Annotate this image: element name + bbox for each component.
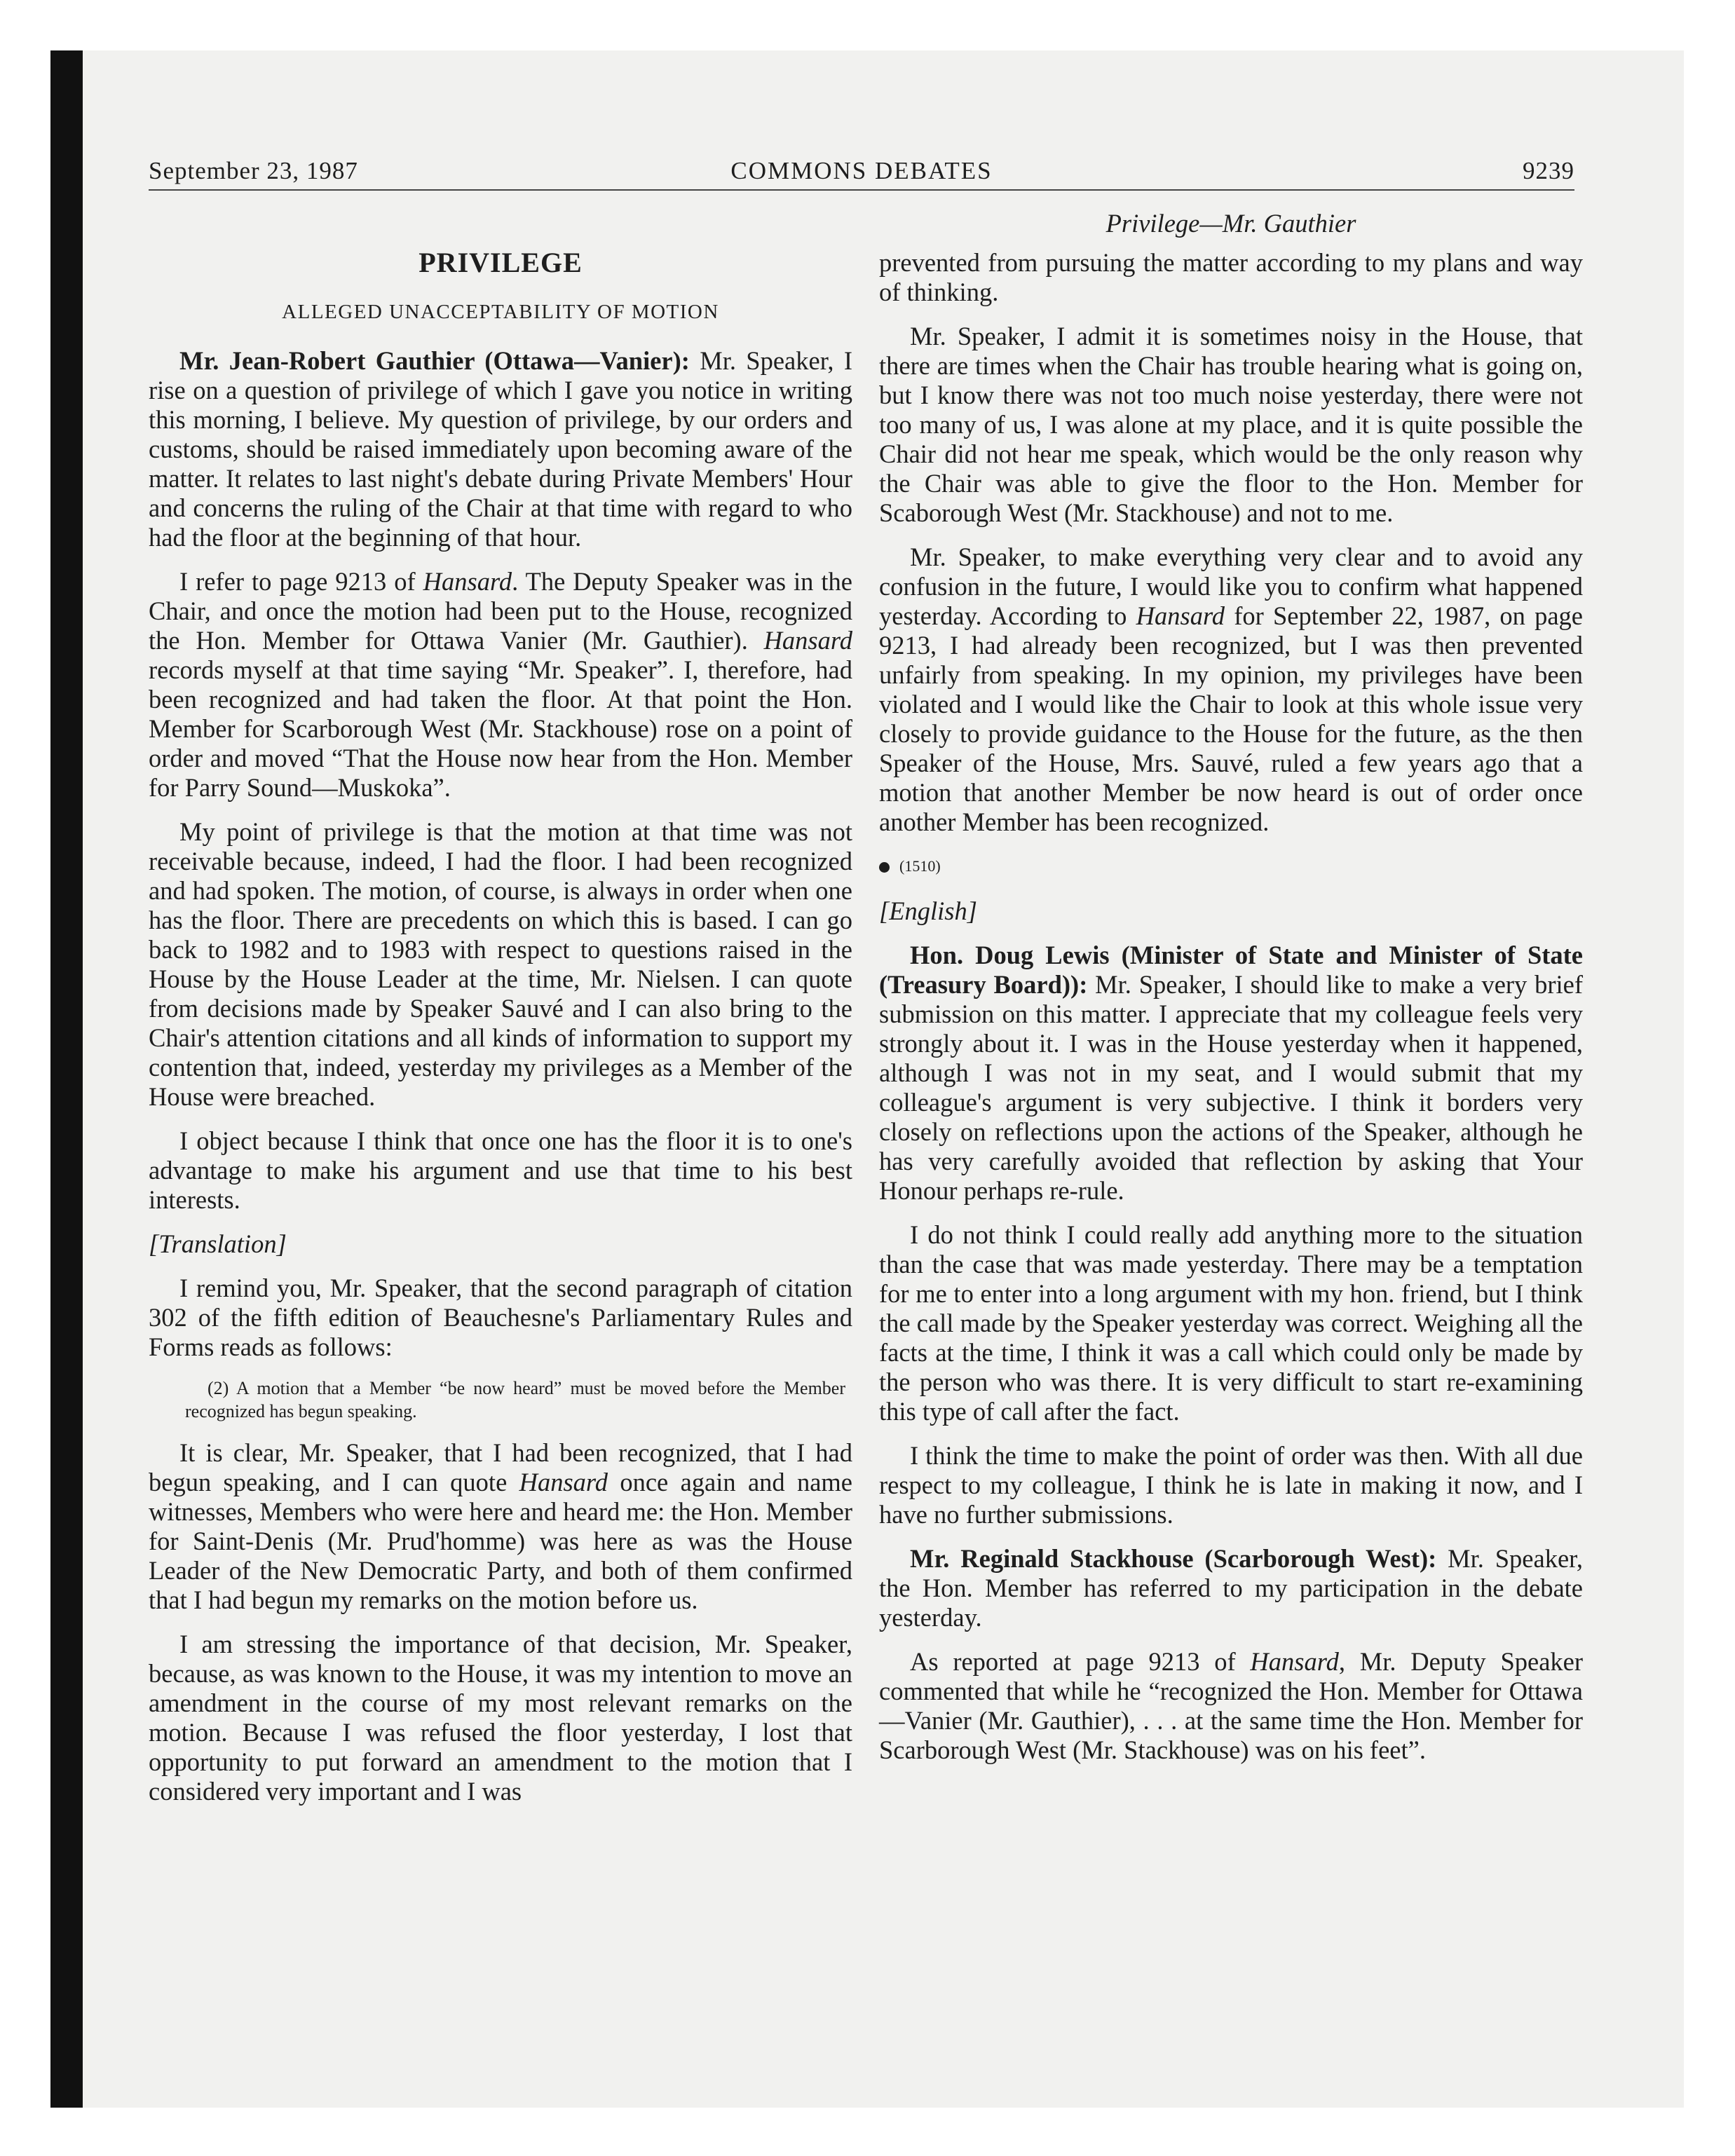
- paragraph: Mr. Speaker, I admit it is sometimes noisy in the House, that there are times when the Chair has trouble hearing what is going on, but I know there was not too much noise yesterday, there were not too many of us, I was alone at my place, and it is quite possible the Chair did not hear me speak, which would be the only reason why the Chair was able to give the floor to the Hon. Member for Scaborough West (Mr. Stackhouse) and not to me.: [879, 322, 1583, 527]
- paragraph: I remind you, Mr. Speaker, that the second paragraph of citation 302 of the fifth edition of Beauchesne's Parliamentary Rules and Forms reads as follows:: [149, 1274, 852, 1361]
- right-column: [879, 209, 1583, 1780]
- left-column: [149, 209, 852, 1821]
- bullet-icon: [879, 862, 890, 873]
- running-head: Privilege—Mr. Gauthier: [1105, 209, 1356, 238]
- page-header: [149, 157, 1574, 192]
- speaker-name: Mr. Reginald Stackhouse (Scarborough West):: [910, 1544, 1437, 1573]
- section-subtitle: ALLEGED UNACCEPTABILITY OF MOTION: [282, 301, 719, 323]
- paragraph: It is clear, Mr. Speaker, that I had been recognized, that I had begun speaking, and I can quote Hansard once again and name witnesses, Members who were here and heard me: the Hon. Member for Saint-Denis (Mr. Prud'homme) was here as was the House Leader of the New Democratic Party, and both of them confirmed that I had begun my remarks on the motion before us.: [149, 1438, 853, 1614]
- paragraph: I am stressing the importance of that decision, Mr. Speaker, because, as was known to the House, it was my intention to move an amendment in the course of my most relevant remarks on the motion. Because I was refused the floor yesterday, I lost that opportunity to put forward an amendment to the motion that I considered very important and I was: [149, 1630, 852, 1806]
- speaker-name: Hon. Doug Lewis (Minister of State and Minister of State (Treasury Board)):: [879, 941, 1583, 999]
- paragraph: I think the time to make the point of order was then. With all due respect to my colleague, I think he is late in making it now, and I have no further submissions.: [879, 1441, 1583, 1529]
- header-page-number: 9239: [1523, 157, 1574, 184]
- section-title: PRIVILEGE: [419, 247, 583, 278]
- speaker-name: Mr. Jean-Robert Gauthier (Ottawa—Vanier):: [179, 346, 690, 375]
- paragraph: I refer to page 9213 of Hansard. The Deputy Speaker was in the Chair, and once the motion had been put to the House, recognized the Hon. Member for Ottawa Vanier (Mr. Gauthier). Hansard records myself at that time saying “Mr. Speaker”. I, therefore, had been recognized and had taken the floor. At that point the Hon. Member for Scarborough West (Mr. Stackhouse) rose on a point of order and moved “That the House now hear from the Hon. Member for Parry Sound—Muskoka”.: [149, 567, 853, 802]
- paragraph: I do not think I could really add anything more to the situation than the case that was made yesterday. There may be a temptation for me to enter into a long argument with my hon. friend, but I think the call made by the Speaker yesterday was correct. Weighing all the facts at the time, I think it was a call which could only be made by the person who was there. It is very difficult to start re-examining this type of call after the fact.: [879, 1220, 1583, 1426]
- paragraph: Mr. Jean-Robert Gauthier (Ottawa—Vanier): Mr. Speaker, I rise on a question of privilege of which I gave you notice in writing this morning, I believe. My question of privilege, by our orders and customs, should be raised immediately upon becoming aware of the matter. It relates to last night's debate during Private Members' Hour and concerns the ruling of the Chair at that time with regard to who had the floor at the beginning of that hour.: [149, 346, 852, 552]
- paragraph: I object because I think that once one has the floor it is to one's advantage to make his argument and use that time to his best interests.: [149, 1126, 852, 1214]
- paragraph: Mr. Reginald Stackhouse (Scarborough West): Mr. Speaker, the Hon. Member has referred to my participation in the debate yesterday.: [879, 1544, 1583, 1632]
- paragraph: My point of privilege is that the motion at that time was not receivable because, indeed, I had the floor. I had been recognized and had spoken. The motion, of course, is always in order when one has the floor. There are precedents on which this is based. I can go back to 1982 and to 1983 with respect to questions raised in the House by the House Leader at the time, Mr. Nielsen. I can quote from decisions made by Speaker Sauvé and I can also bring to the Chair's attention citations and all kinds of information to support my contention that, indeed, yesterday my privileges as a Member of the House were breached.: [149, 817, 852, 1111]
- language-label: [English]: [879, 896, 977, 925]
- binding-edge: [50, 50, 83, 2108]
- header-date: September 23, 1987: [149, 157, 358, 184]
- block-quote: (2) A motion that a Member “be now heard” must be moved before the Member recognized has begun speaking.: [185, 1378, 845, 1421]
- paragraph: prevented from pursuing the matter according to my plans and way of thinking.: [879, 248, 1583, 306]
- header-rule: [149, 189, 1574, 191]
- paragraph: Mr. Speaker, to make everything very clear and to avoid any confusion in the future, I would like you to confirm what happened yesterday. According to Hansard for September 22, 1987, on page 9213, I had already been recognized, but I was then prevented unfairly from speaking. In my opinion, my privileges have been violated and I would like the Chair to look at this whole issue very closely to provide guidance to the House for the future, as the then Speaker of the House, Mrs. Sauvé, ruled a few years ago that a motion that another Member be now heard is out of order once another Member has been recognized.: [879, 543, 1583, 836]
- paragraph: As reported at page 9213 of Hansard, Mr. Deputy Speaker commented that while he “recognized the Hon. Member for Ottawa—Vanier (Mr. Gauthier), . . . at the same time the Hon. Member for Scarborough West (Mr. Stackhouse) was on his feet”.: [879, 1647, 1583, 1764]
- header-title: COMMONS DEBATES: [730, 157, 993, 184]
- time-marker: (1510): [879, 852, 1583, 881]
- language-label: [Translation]: [149, 1229, 287, 1258]
- paragraph: Hon. Doug Lewis (Minister of State and Minister of State (Treasury Board)): Mr. Speaker, I should like to make a very brief submission on this matter. I appreciate that my colleague feels very strongly about it. I was in the House yesterday when it happened, although I was not in my seat, and I would submit that my colleague's argument is very subjective. I think it borders very closely on reflections upon the actions of the Speaker, although he has very carefully avoided that reflection by asking that Your Honour perhaps re-rule.: [879, 941, 1584, 1205]
